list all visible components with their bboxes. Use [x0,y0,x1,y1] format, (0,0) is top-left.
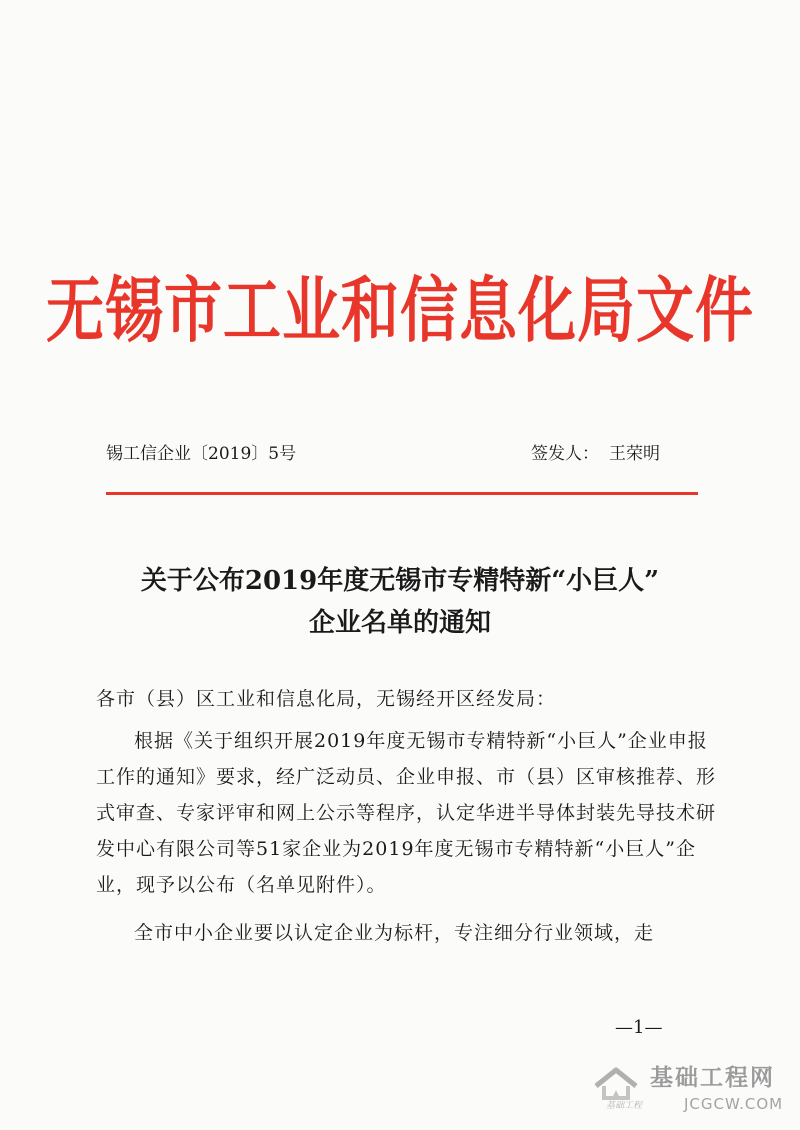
addressee: 各市（县）区工业和信息化局，无锡经开区经发局： [96,688,557,710]
document-number: 锡工信企业〔2019〕5号 [106,444,297,464]
watermark-tag: 基础工程 [606,1101,643,1111]
document-info-line [106,440,696,468]
signer-label: 签发人： [531,444,599,464]
watermark-site-url: JCGCW.COM [684,1095,784,1113]
page-number: —1— [615,1017,663,1038]
red-divider [106,492,698,495]
house-logo-icon [592,1064,640,1104]
body-paragraph-2: 全市中小企业要以认定企业为标杆，专注细分行业领域，走 [134,922,655,944]
notice-title-line-1: 关于公布2019年度无锡市专精特新“小巨人” [140,566,660,596]
notice-title [60,560,740,644]
signer [531,440,660,468]
body-paragraph-1: 根据《关于组织开展2019年度无锡市专精特新“小巨人”企业申报工作的通知》要求，经广泛动员、企业申报、市（县）区审核推荐、形式审查、专家评审和网上公示等程序，认定华进半导体封装先导技术研发中心有限公司等51家企业为2019年度无锡市专精特新“小巨人”企业，现予以公布（名单见附件）。 [96,730,717,896]
masthead-title: 无锡市工业和信息化局文件 [45,269,754,353]
notice-title-line-2: 企业名单的通知 [308,608,491,638]
watermark-site-name: 基础工程网 [650,1065,775,1091]
notice-body [96,681,716,951]
signer-name: 王荣明 [609,444,660,464]
site-watermark [592,1062,792,1122]
